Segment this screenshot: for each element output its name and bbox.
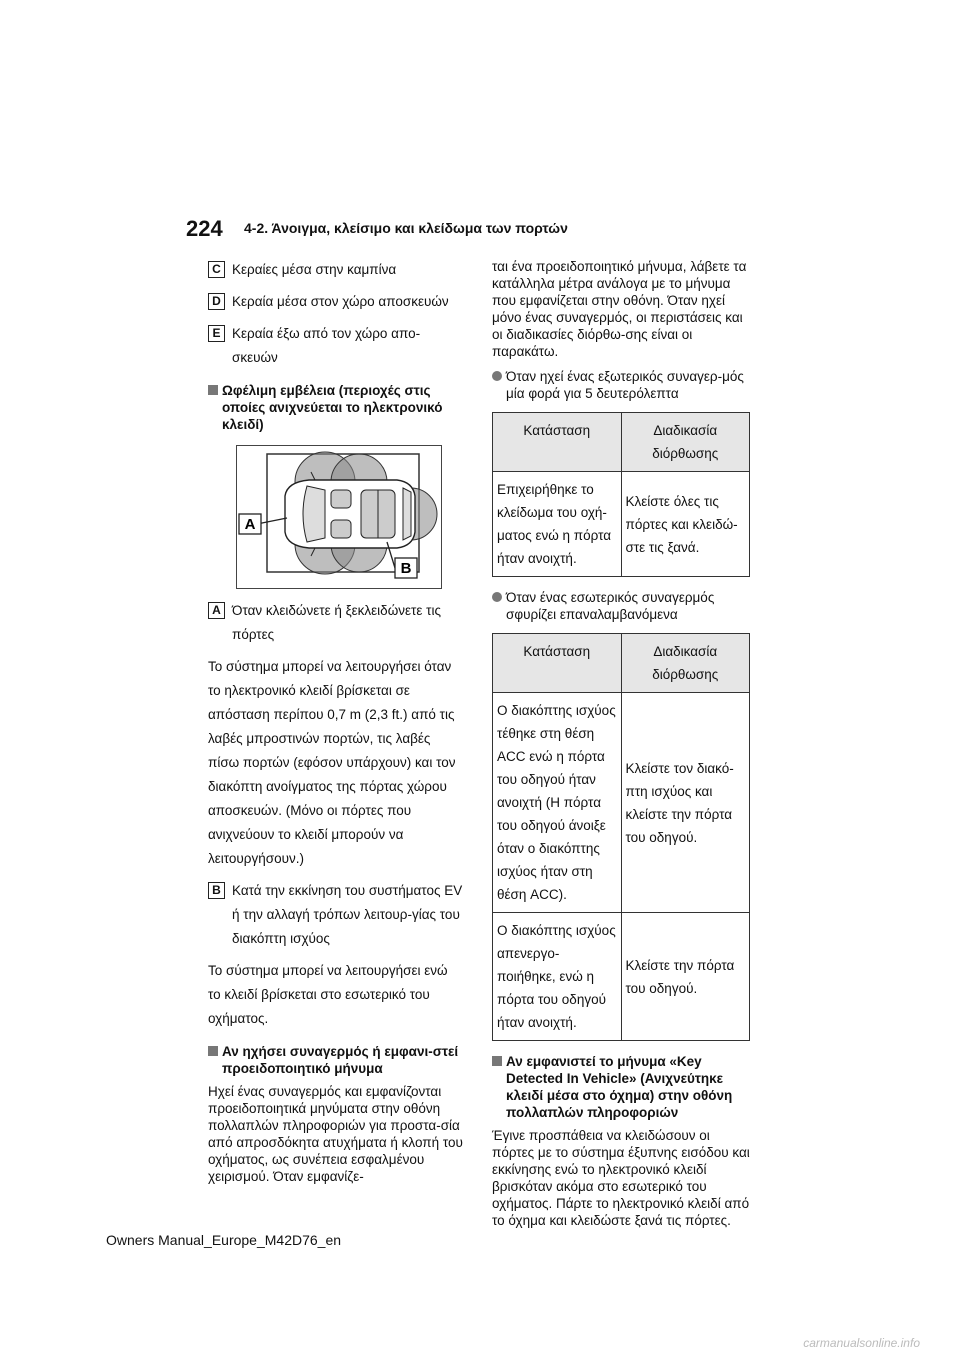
- antenna-item-c: [208, 258, 463, 282]
- left-column: [208, 258, 463, 1193]
- car-top-view-icon: [285, 472, 415, 556]
- table-row: [493, 913, 750, 1041]
- bullet-internal-alarm: Όταν ένας εσωτερικός συναγερμός σφυρίζει επαναλαμβανόμενα: [492, 589, 754, 623]
- table-header-row: [493, 413, 750, 472]
- paragraph-key-detected: Έγινε προσπάθεια να κλειδώσουν οι πόρτες με το σύστημα έξυπνης εισόδου και εκκίνησης ενώ το ηλεκτρονικό κλειδί βρισκόταν ακόμα στο εσωτερικό του οχήματος. Πάρτε το ηλεκτρονικό κλειδί από το όχημα και κλειδώστε ξανά τις πόρτες.: [492, 1128, 750, 1228]
- table-cell: Ο διακόπτης ισχύος τέθηκε στη θέση ACC ενώ η πόρτα του οδηγού ήταν ανοιχτή (Η πόρτα του οδηγού άνοιξε όταν ο διακόπτης ισχύος ήταν στη θέση ACC).: [493, 693, 622, 913]
- item-b: B Κατά την εκκίνηση του συστήματος EV ή την αλλαγή τρόπων λειτουρ-γίας του διακόπτη ισχύος: [208, 879, 463, 951]
- chapter-title: 4-2. Άνοιγμα, κλείσιμο και κλείδωμα των πορτών: [244, 220, 568, 236]
- paragraph-start-range: Το σύστημα μπορεί να λειτουργήσει ενώ το κλειδί βρίσκεται στο εσωτερικό του οχήματος.: [208, 963, 448, 1026]
- right-column: [492, 258, 754, 1237]
- paragraph-alarm-cont: ται ένα προειδοποιητικό μήνυμα, λάβετε τα κατάλληλα μέτρα ανάλογα με το μήνυμα που εμφανίζεται στην οθόνη. Όταν ηχεί μόνο ένας συναγερμός, οι περιστάσεις και οι διαδικασίες διόρθω-σης είναι οι παρακάτω.: [492, 259, 747, 359]
- table-header: Κατάσταση: [493, 413, 622, 472]
- figure-label-a: A: [244, 516, 256, 533]
- table-external-alarm: [492, 412, 750, 577]
- table-row: [493, 472, 750, 577]
- table-cell: Επιχειρήθηκε το κλείδωμα του οχή-ματος ενώ η πόρτα ήταν ανοιχτή.: [493, 472, 622, 577]
- antenna-item-e: [208, 322, 463, 370]
- range-diagram: [236, 445, 442, 589]
- label-c: C: [208, 261, 225, 278]
- table-header-row: [493, 634, 750, 693]
- table-header: Διαδικασία διόρθωσης: [621, 634, 750, 693]
- antenna-text: Κεραία μέσα στον χώρο αποσκευών: [232, 294, 449, 309]
- square-bullet-icon: [492, 1056, 502, 1066]
- antenna-item-d: [208, 290, 463, 314]
- circle-bullet-icon: [492, 371, 502, 381]
- label-b: B: [208, 882, 225, 899]
- label-e: E: [208, 325, 225, 342]
- square-bullet-icon: [208, 1046, 218, 1056]
- watermark: carmanualsonline.info: [803, 1336, 920, 1350]
- table-header: Κατάσταση: [493, 634, 622, 693]
- circle-bullet-icon: [492, 592, 502, 602]
- square-bullet-icon: [208, 385, 218, 395]
- table-header: Διαδικασία διόρθωσης: [621, 413, 750, 472]
- range-diagram-svg: [237, 446, 441, 588]
- table-cell: Κλείστε την πόρτα του οδηγού.: [621, 913, 750, 1041]
- bullet-external-alarm: Όταν ηχεί ένας εξωτερικός συναγερ-μός μία φορά για 5 δευτερόλεπτα: [492, 368, 754, 402]
- table-cell: Ο διακόπτης ισχύος απενεργο-ποιήθηκε, ενώ η πόρτα του οδηγού ήταν ανοιχτή.: [493, 913, 622, 1041]
- paragraph-lock-range: Το σύστημα μπορεί να λειτουργήσει όταν το ηλεκτρονικό κλειδί βρίσκεται σε απόσταση περίπου 0,7 m (2,3 ft.) από τις λαβές μπροστινών πορτών, τις λαβές πίσω πορτών (εφόσον υπάρχουν) και τον διακόπτη ανοίγματος της πόρτας χώρου αποσκευών. (Μόνο οι πόρτες που ανιχνεύουν το κλειδί μπορούν να λειτουργήσουν.): [208, 659, 456, 866]
- heading-effective-range: Ωφέλιμη εμβέλεια (περιοχές στις οποίες ανιχνεύεται το ηλεκτρονικό κλειδί): [208, 382, 463, 433]
- table-cell: Κλείστε τον διακό-πτη ισχύος και κλείστε την πόρτα του οδηγού.: [621, 693, 750, 913]
- paragraph-alarm: Ηχεί ένας συναγερμός και εμφανίζονται προειδοποιητικά μηνύματα στην οθόνη πολλαπλών πληροφοριών για προστα-σία από απροσδόκητα ατυχήματα ή κλοπή του οχήματος, ως συνέπεια εσφαλμένου χειρισμού. Όταν εμφανίζε-: [208, 1084, 463, 1184]
- label-a: A: [208, 602, 225, 619]
- table-cell: Κλείστε όλες τις πόρτες και κλειδώ-στε τις ξανά.: [621, 472, 750, 577]
- table-row: [493, 693, 750, 913]
- label-d: D: [208, 293, 225, 310]
- heading-key-detected: Αν εμφανιστεί το μήνυμα «Key Detected In Vehicle» (Ανιχνεύτηκε κλειδί μέσα στο όχημα) στην οθόνη πολλαπλών πληροφοριών: [492, 1053, 754, 1121]
- antenna-text: Κεραία έξω από τον χώρο απο-σκευών: [232, 326, 421, 365]
- antenna-text: Κεραίες μέσα στην καμπίνα: [232, 262, 397, 277]
- heading-alarm: Αν ηχήσει συναγερμός ή εμφανι-στεί προειδοποιητικό μήνυμα: [208, 1043, 463, 1077]
- table-internal-alarm: [492, 633, 750, 1041]
- item-a: A Όταν κλειδώνετε ή ξεκλειδώνετε τις πόρτες: [208, 599, 463, 647]
- page-number: 224: [186, 216, 223, 241]
- figure-label-b: B: [400, 560, 412, 577]
- footer-text: Owners Manual_Europe_M42D76_en: [106, 1232, 342, 1248]
